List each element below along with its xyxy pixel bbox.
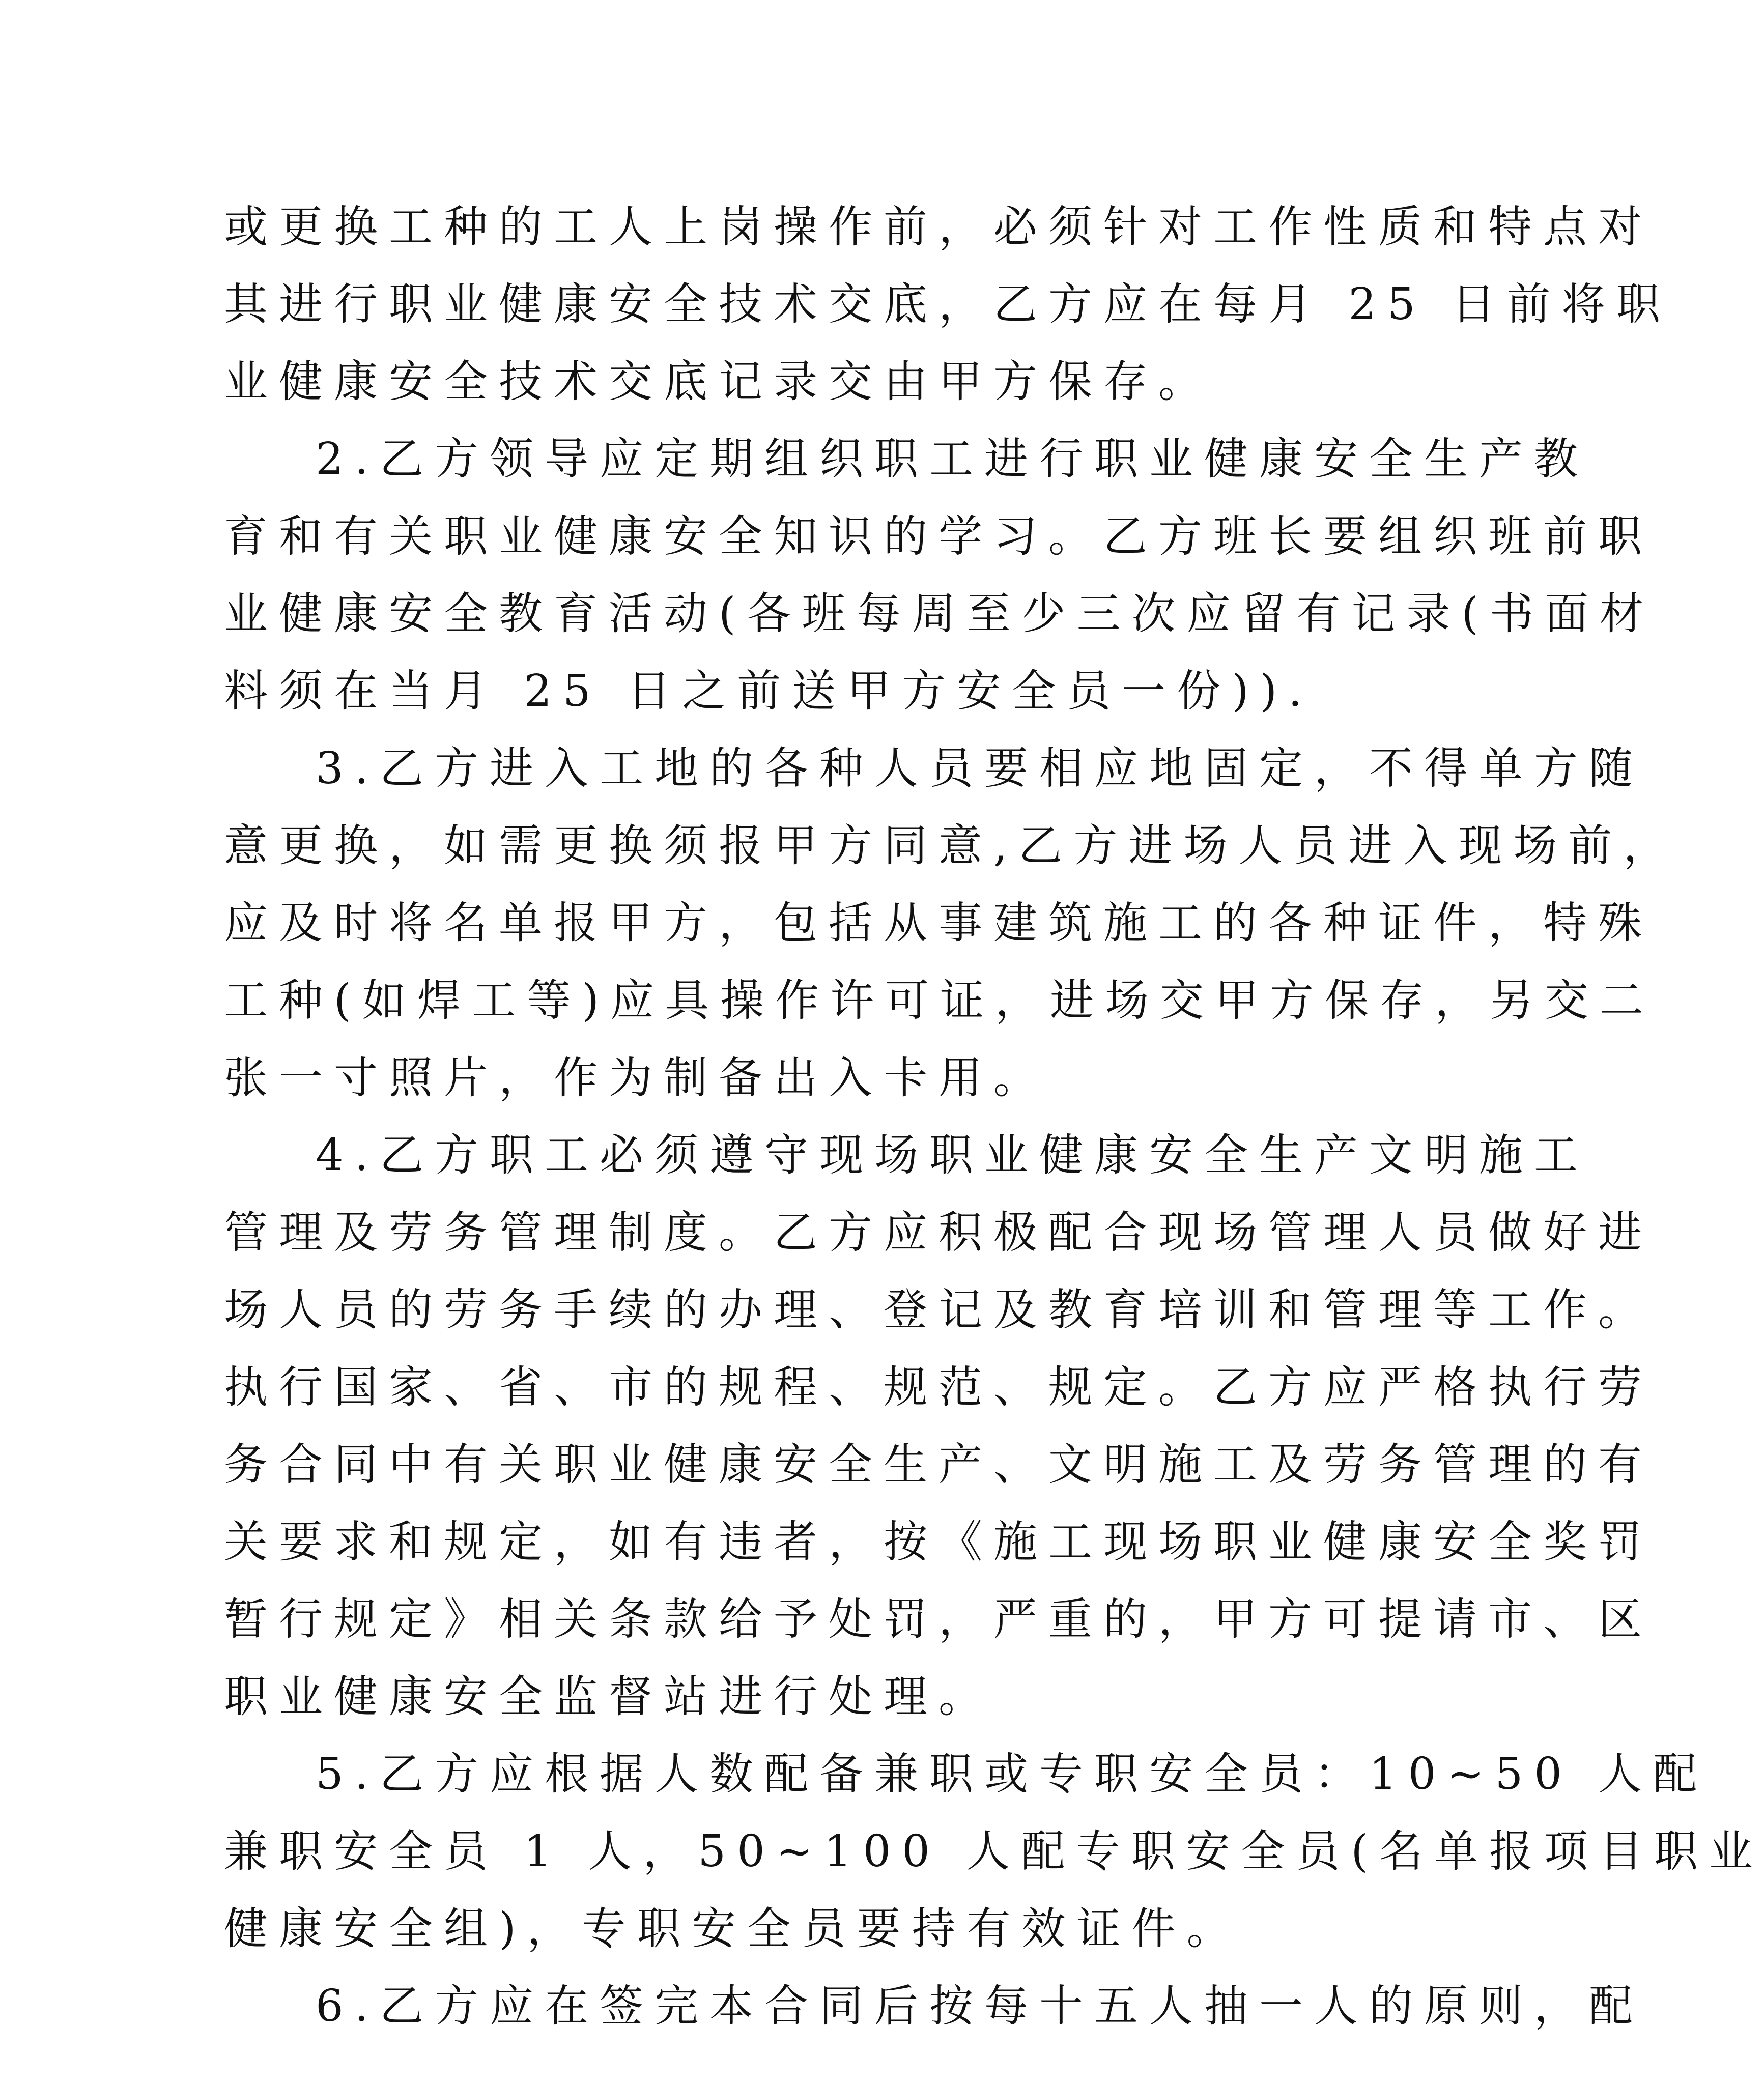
text-line: 应及时将名单报甲方，包括从事建筑施工的各种证件，特殊 (224, 898, 1653, 949)
paragraph-3-start: 3.乙方进入工地的各种人员要相应地固定，不得单方随 (316, 743, 1644, 794)
paragraph-2-start: 2.乙方领导应定期组织职工进行职业健康安全生产教 (316, 434, 1589, 484)
body-text (224, 188, 1764, 2045)
text-line: 职业健康安全监督站进行处理。 (224, 1671, 993, 1722)
text-line: 其进行职业健康安全技术交底，乙方应在每月 25 日前将职 (224, 279, 1672, 330)
text-line: 暂行规定》相关条款给予处罚，严重的，甲方可提请市、区 (224, 1594, 1653, 1645)
text-line: 执行国家、省、市的规程、规范、规定。乙方应严格执行劳 (224, 1362, 1653, 1413)
text-line: 兼职安全员 1 人，50~100 人配专职安全员(名单报项目职业 (224, 1826, 1764, 1877)
text-line: 管理及劳务管理制度。乙方应积极配合现场管理人员做好进 (224, 1207, 1653, 1258)
text-line: 或更换工种的工人上岗操作前，必须针对工作性质和特点对 (224, 202, 1653, 252)
text-line: 务合同中有关职业健康安全生产、文明施工及劳务管理的有 (224, 1439, 1653, 1490)
text-line: 料须在当月 25 日之前送甲方安全员一份)). (224, 666, 1314, 717)
text-line: 业健康安全教育活动(各班每周至少三次应留有记录(书面材 (224, 588, 1655, 639)
paragraph-6-start: 6.乙方应在签完本合同后按每十五人抽一人的原则，配 (316, 1981, 1644, 2032)
text-line: 健康安全组)，专职安全员要持有效证件。 (224, 1903, 1242, 1954)
text-line: 张一寸照片，作为制备出入卡用。 (224, 1052, 1048, 1103)
text-line: 关要求和规定，如有违者，按《施工现场职业健康安全奖罚 (224, 1517, 1653, 1567)
paragraph-4-start: 4.乙方职工必须遵守现场职业健康安全生产文明施工 (316, 1130, 1589, 1181)
text-line: 业健康安全技术交底记录交由甲方保存。 (224, 356, 1213, 407)
text-line: 场人员的劳务手续的办理、登记及教育培训和管理等工作。 (224, 1285, 1653, 1335)
text-line: 育和有关职业健康安全知识的学习。乙方班长要组织班前职 (224, 511, 1653, 562)
text-line: 工种(如焊工等)应具操作许可证，进场交甲方保存，另交二 (224, 975, 1655, 1026)
text-line: 意更换，如需更换须报甲方同意,乙方进场人员进入现场前， (224, 820, 1678, 871)
paragraph-5-start: 5.乙方应根据人数配备兼职或专职安全员：10~50 人配 (316, 1749, 1709, 1800)
